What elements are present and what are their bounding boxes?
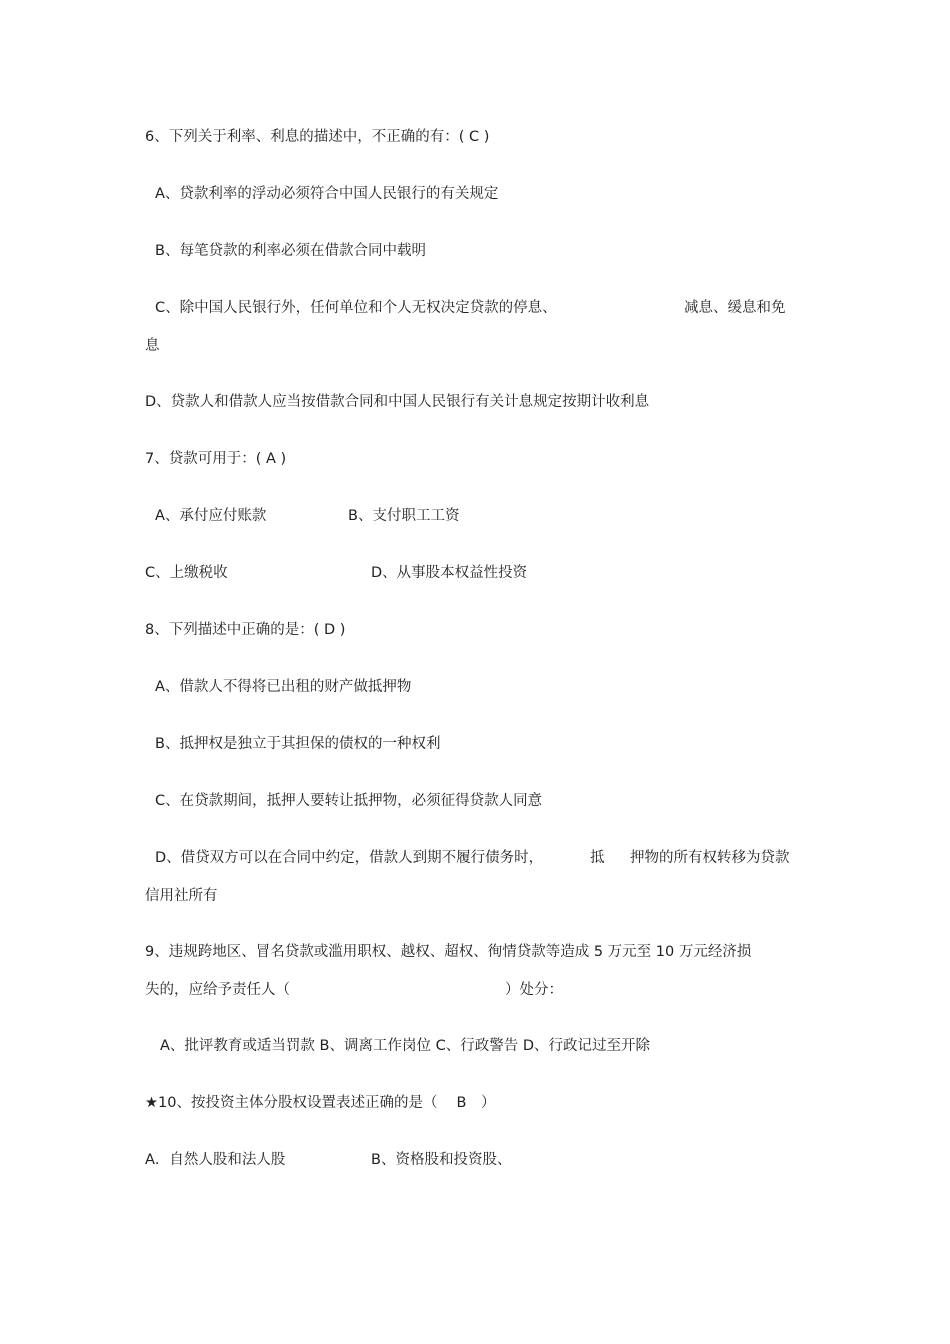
question-6-stem: 6、下列关于利率、利息的描述中，不正确的有：( C ) (145, 129, 490, 145)
question-6-option-c-part3: 息 (145, 338, 160, 354)
question-7-option-c: C、上缴税收 (145, 565, 228, 581)
question-9-options: A、批评教育或适当罚款 B、调离工作岗位 C、行政警告 D、行政记过至开除 (160, 1038, 650, 1054)
question-6-option-a: A、贷款利率的浮动必须符合中国人民银行的有关规定 (155, 186, 499, 202)
question-7-option-b: B、支付职工工资 (348, 508, 460, 524)
question-7-option-a: A、承付应付账款 (155, 508, 267, 524)
question-10-option-b: B、资格股和投资股、 (371, 1152, 512, 1168)
question-6-option-c-part2: 减息、缓息和免 (684, 300, 786, 316)
question-8-option-d-part1: D、借贷双方可以在合同中约定，借款人到期不履行债务时， (155, 850, 544, 866)
question-9-stem-line2-end: ）处分： (505, 982, 563, 998)
question-8-option-c: C、在贷款期间，抵押人要转让抵押物，必须征得贷款人同意 (155, 793, 543, 809)
question-10-option-a: A．自然人股和法人股 (145, 1152, 286, 1168)
question-9-stem-line2: 失的，应给予责任人（ (145, 982, 290, 998)
question-6-option-b: B、每笔贷款的利率必须在借款合同中载明 (155, 243, 426, 259)
question-8-option-b: B、抵押权是独立于其担保的债权的一种权利 (155, 736, 441, 752)
question-8-option-a: A、借款人不得将已出租的财产做抵押物 (155, 679, 412, 695)
question-8-option-d-part2: 抵 (590, 850, 605, 866)
question-10-stem: ★10、按投资主体分股权设置表述正确的是（ B ） (145, 1095, 496, 1111)
question-6-option-c-part1: C、除中国人民银行外，任何单位和个人无权决定贷款的停息、 (155, 300, 557, 316)
question-9-stem-line1: 9、违规跨地区、冒名贷款或滥用职权、越权、超权、徇情贷款等造成 5 万元至 10 万元经济损 (145, 944, 752, 960)
question-8-option-d-part3: 押物的所有权转移为贷款 (630, 850, 790, 866)
question-7-option-d: D、从事股本权益性投资 (371, 565, 528, 581)
question-6-option-d: D、贷款人和借款人应当按借款合同和中国人民银行有关计息规定按期计收利息 (145, 394, 650, 410)
question-8-option-d-part4: 信用社所有 (145, 888, 218, 904)
question-7-stem: 7、贷款可用于：( A ) (145, 451, 287, 467)
question-8-stem: 8、下列描述中正确的是：( D ) (145, 622, 346, 638)
